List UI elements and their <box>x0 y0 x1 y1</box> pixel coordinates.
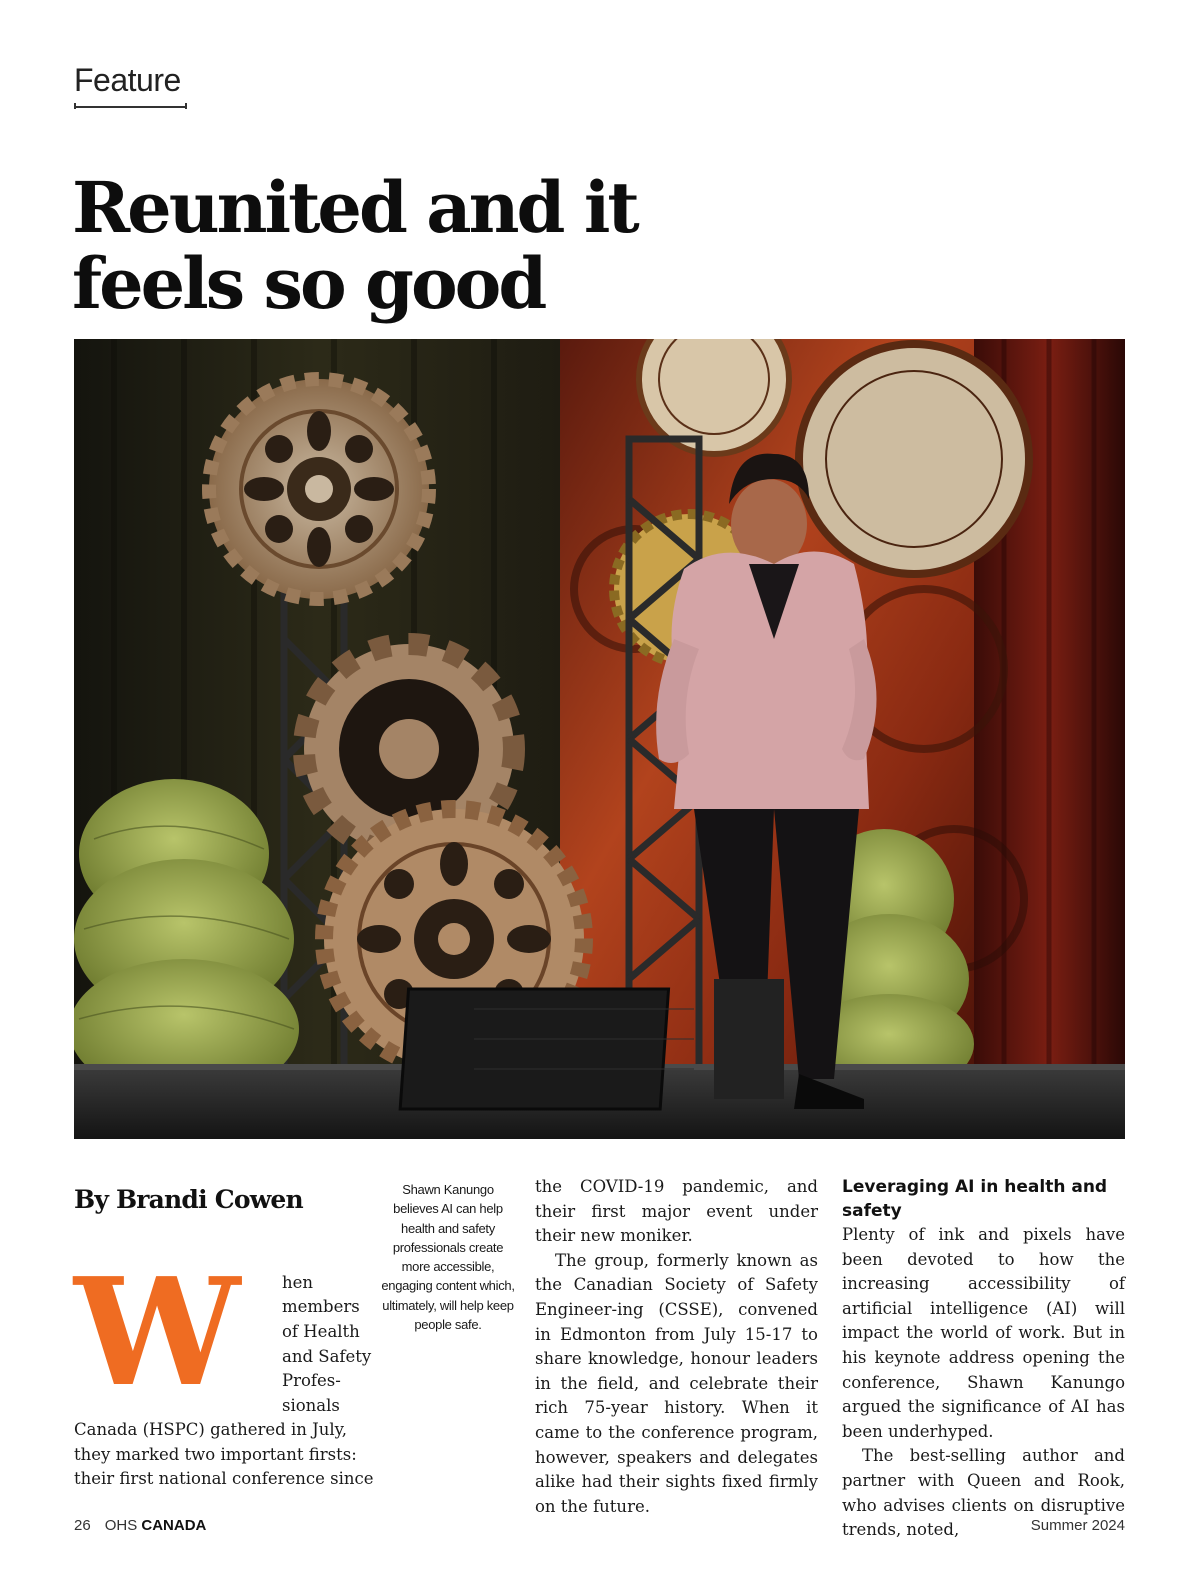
feature-photo <box>74 339 1125 1139</box>
paragraph: The best-selling author and partner with Queen and Rook, who advises clients on disruptive trends, noted, <box>842 1446 1125 1540</box>
lead-line: and Safety <box>282 1347 372 1366</box>
headline <box>72 166 792 325</box>
lead-line: their first national conference since <box>74 1469 374 1488</box>
lead-line: sionals <box>282 1396 340 1415</box>
paragraph: Plenty of ink and pixels have been devoted to how the increasing accessibility of artificial intelligence (AI) will impact the world of work. But in his keynote address opening the conference, Shawn Kanungo argued the significance of AI has been underhyped. <box>842 1225 1125 1441</box>
headline-line-2: feels so good <box>72 242 545 325</box>
publication-name-bold: CANADA <box>141 1517 207 1534</box>
pull-quote: Shawn Kanungo believes AI can help health and safety professionals create more accessible, engaging content which, ultimately, will help keep people safe. <box>381 1182 515 1333</box>
lead-line: Canada (HSPC) gathered in July, <box>74 1420 348 1439</box>
lead-line: they marked two important firsts: <box>74 1445 357 1464</box>
publication-name: OHS <box>104 1517 138 1534</box>
section-rule <box>74 106 187 108</box>
page-number: 26 <box>74 1517 91 1534</box>
lead-line: of Health <box>282 1322 360 1341</box>
lead-line: hen <box>282 1273 314 1292</box>
lead-line: Profes- <box>282 1371 341 1390</box>
paragraph: The group, formerly known as the Canadian Society of Safety Engineer-ing (CSSE), convened in Edmonton from July 15-17 to share knowledge, honour leaders in the field, and celebrate their rich 75-year history. When it came to the conference program, however, speakers and delegates alike had their sights fixed firmly on the future. <box>535 1250 818 1516</box>
headline-line-1: Reunited and it <box>72 166 637 249</box>
footer-left <box>74 1517 206 1534</box>
lead-line: members <box>282 1297 360 1316</box>
drop-cap: W <box>74 1245 235 1419</box>
column-3 <box>842 1175 1125 1543</box>
paragraph: the COVID-19 pandemic, and their first major event under their new moniker. <box>535 1177 818 1246</box>
column-2 <box>535 1175 818 1519</box>
section-label: Feature <box>74 62 181 98</box>
subheading: Leveraging AI in health and safety <box>842 1177 1108 1221</box>
issue-date: Summer 2024 <box>1030 1517 1125 1534</box>
byline: By Brandi Cowen <box>74 1185 303 1214</box>
